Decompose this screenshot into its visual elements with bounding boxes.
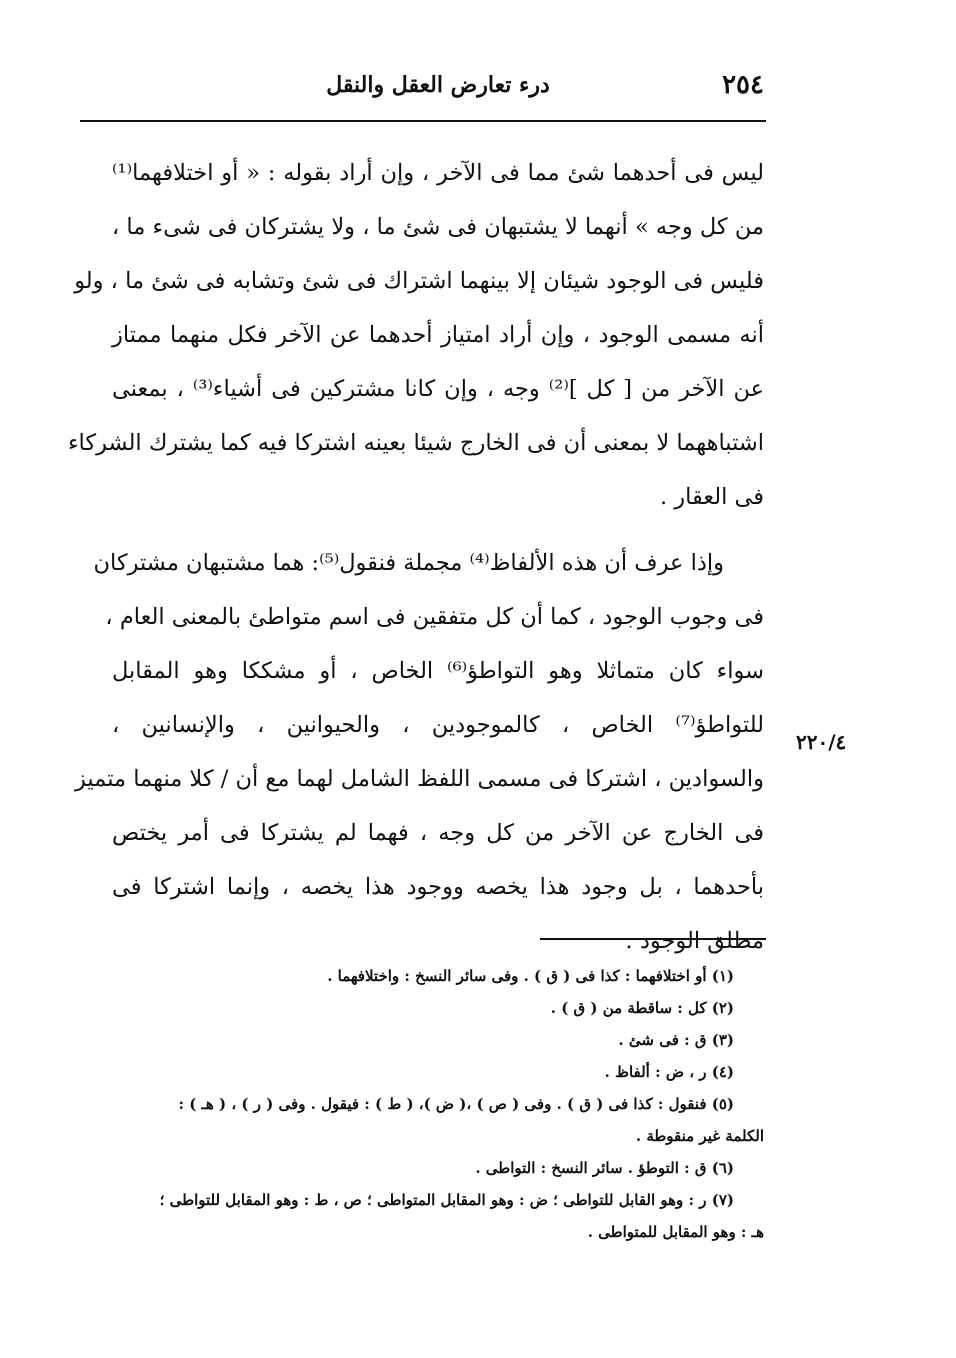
footnote-continuation: الكلمة غير منقوطة .	[635, 1127, 764, 1145]
paragraph-gap	[112, 524, 764, 536]
text-line: فى الخارج عن الآخر من كل وجه ، فهما لم يشتركا فى أمر يختص	[112, 820, 764, 846]
main-text	[67, 146, 765, 968]
text-line: سواء كان متماثلا وهو التواطؤ⁽⁶⁾ الخاص ، أو مشككا وهو المقابل	[112, 658, 764, 684]
footnotes	[112, 960, 764, 1248]
text-line: فى وجوب الوجود ، كما أن كل متفقين فى اسم متواطئ بالمعنى العام ،	[105, 604, 764, 630]
text-line: بأحدهما ، بل وجود هذا يخصه ووجود هذا يخصه ، وإنما اشتركا فى	[112, 874, 764, 900]
footnote: (٣) ق : فى شئ .	[618, 1031, 734, 1049]
footnote: (٤) ر ، ض : ألفاظ .	[604, 1063, 734, 1081]
text-line: اشتباههما لا بمعنى أن فى الخارج شيئا بعينه اشتركا فيه كما يشترك الشركاء	[67, 430, 764, 456]
footnote-rule	[540, 938, 766, 940]
text-line: عن الآخر من [ كل ]⁽²⁾ وجه ، وإن كانا مشتركين فى أشياء⁽³⁾ ، بمعنى	[112, 376, 765, 402]
text-line: أنه مسمى الوجود ، وإن أراد امتياز أحدهما عن الآخر فكل منهما ممتاز	[112, 322, 764, 348]
text-line: للتواطؤ⁽⁷⁾ الخاص ، كالموجودين ، والحيوانين ، والإنسانين ،	[112, 712, 764, 738]
footnote: (٧) ر : وهو القابل للتواطى ؛ ض : وهو المقابل المتواطى ؛ ص ، ط : وهو المقابل للتواطى ؛	[159, 1191, 734, 1209]
running-title: درء تعارض العقل والنقل	[326, 72, 550, 98]
text-line: والسوادين ، اشتركا فى مسمى اللفظ الشامل لهما مع أن / كلا منهما متميز	[75, 766, 764, 792]
footnote-continuation: هـ : وهو المقابل للمتواطى .	[587, 1223, 764, 1241]
footnote: (٢) كل : ساقطة من ( ق ) .	[550, 999, 734, 1017]
text-line: من كل وجه » أنهما لا يشتبهان فى شئ ما ، ولا يشتركان فى شىء ما ،	[112, 214, 764, 240]
text-line: مطلق الوجود .	[625, 928, 764, 954]
footnote: (٦) ق : التوطؤ . سائر النسخ : التواطى .	[475, 1159, 734, 1177]
footnote: (١) أو اختلافهما : كذا فى ( ق ) . وفى سائر النسخ : واختلافهما .	[327, 967, 734, 985]
text-line: وإذا عرف أن هذه الألفاظ⁽⁴⁾ مجملة فنقول⁽⁵⁾: هما مشتبهان مشتركان	[93, 550, 724, 576]
margin-reference: ٢٢٠/٤	[796, 730, 847, 754]
text-line: فى العقار .	[659, 484, 764, 510]
page-number: ٢٥٤	[722, 70, 764, 100]
page-header	[112, 66, 764, 110]
text-line: فليس فى الوجود شيئان إلا بينهما اشتراك فى شئ وتشابه فى شئ ما ، ولو	[74, 268, 764, 294]
header-rule	[80, 120, 766, 122]
text-line: ليس فى أحدهما شئ مما فى الآخر ، وإن أراد بقوله : « أو اختلافهما⁽¹⁾	[112, 160, 764, 186]
footnote: (٥) فنقول : كذا فى ( ق ) . وفى ( ص ) ،( ض )، ( ط ) : فيقول . وفى ( ر ) ، ( هـ ) :	[178, 1095, 734, 1113]
